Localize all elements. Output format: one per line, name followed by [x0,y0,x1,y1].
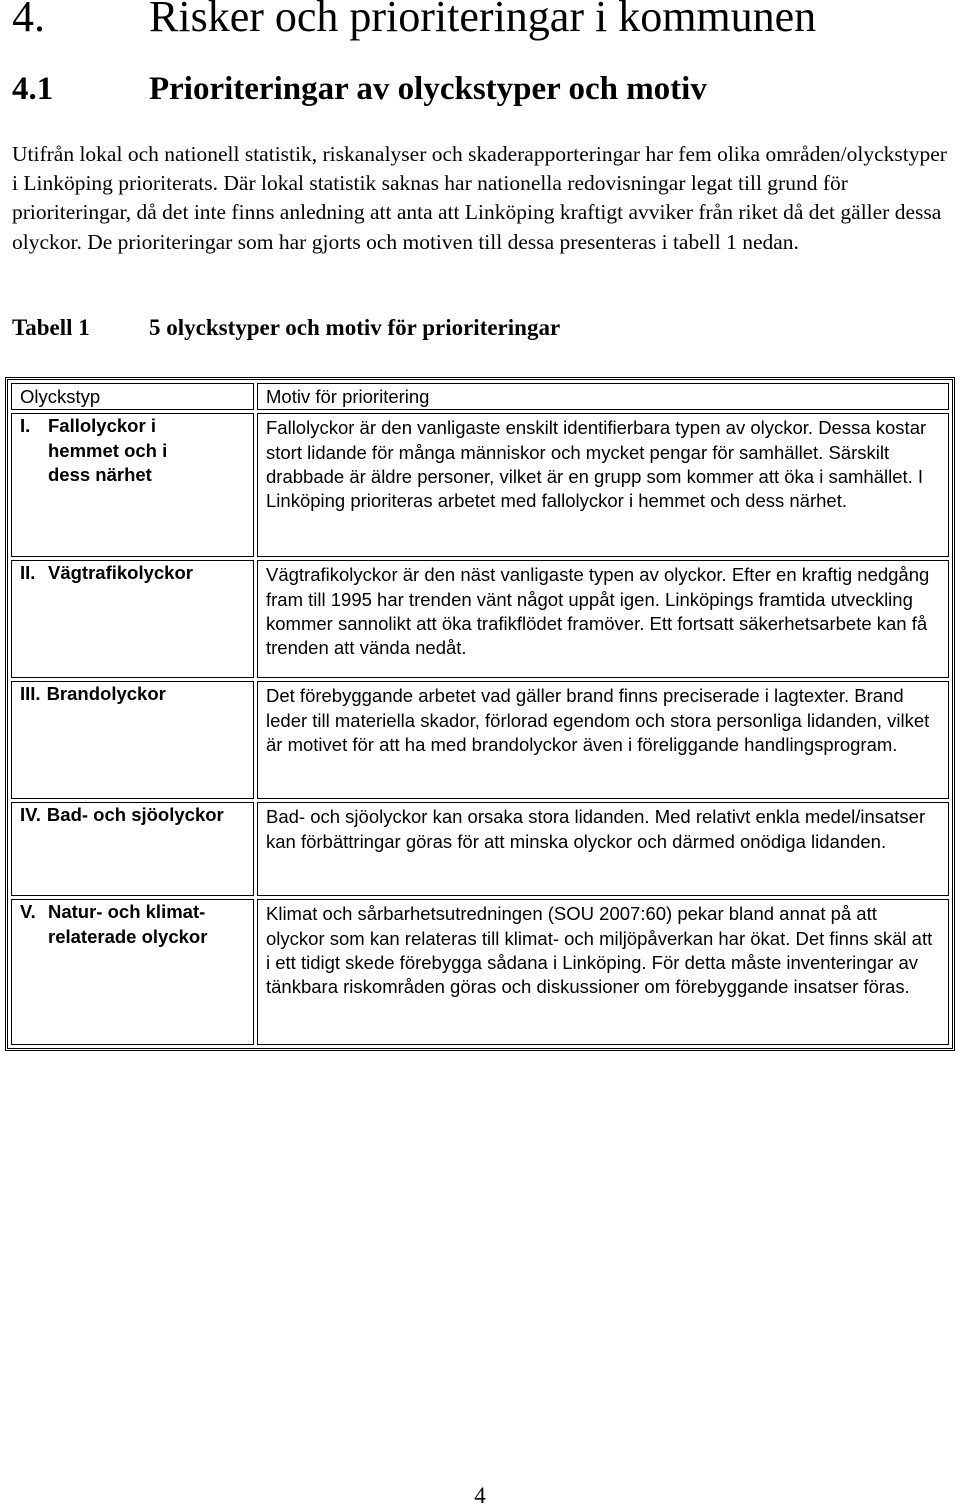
table-row [11,413,949,557]
row-roman: V. [20,901,36,923]
table-caption-label: Tabell 1 [12,315,90,340]
motiv-cell: Klimat och sårbarhetsutredningen (SOU 2007:60) pekar bland annat på att olyckor som kan relateras till klimat- och miljöpåverkan har ökat. Det finns skäl att i ett tidigt skede förebygga sådana i Linköping. För detta måste inventeringar av tänkbara riskområden göras och diskussioner om förebyggande insatser föras. [257,899,949,1045]
row-roman: IV. [20,804,41,826]
header-olyckstyp: Olyckstyp [11,383,254,410]
row-type: Natur- och klimat-relaterade olyckor [48,901,208,947]
page-number: 4 [474,1483,486,1508]
section-heading [12,70,707,110]
type-cell [11,681,254,799]
table-header-row [11,383,949,410]
row-type: Bad- och sjöolyckor [46,804,224,826]
row-roman: III. [20,683,41,705]
table-row [11,802,949,896]
motiv-cell: Fallolyckor är den vanligaste enskilt identifierbara typen av olyckor. Dessa kostar stort lidande för många människor och mycket pengar för samhället. Särskilt drabbade är äldre personer, vilket är en grupp som kommer att öka i samhället. I Linköping prioriteras arbetet med fallolyckor i hemmet och dess närhet. [257,413,949,557]
row-type: Fallolyckor i hemmet och i dess närhet [48,415,168,485]
header-motiv: Motiv för prioritering [257,383,949,410]
row-roman: I. [20,415,31,437]
table-caption [12,314,560,342]
row-type: Brandolyckor [46,683,166,705]
motiv-cell: Vägtrafikolyckor är den näst vanligaste typen av olyckor. Efter en kraftig nedgång fram till 1995 har trenden vänt något uppåt igen. Linköpings framtida utveckling kommer sannolikt att öka trafikflödet framöver. Ett fortsatt säkerhetsarbete kan få trenden att vända nedåt. [257,560,949,678]
row-roman: II. [20,562,36,584]
table-caption-text: 5 olyckstyper och motiv för prioriteringar [149,315,561,340]
type-cell [11,560,254,678]
chapter-number: 4. [12,0,45,41]
section-number: 4.1 [12,71,54,107]
motiv-cell: Bad- och sjöolyckor kan orsaka stora lidanden. Med relativt enkla medel/insatser kan förbättringar göras för att minska olyckor och därmed onödiga lidanden. [257,802,949,896]
intro-paragraph: Utifrån lokal och nationell statistik, riskanalyser och skaderapporteringar har fem olika områden/olyckstyper i Linköping prioriterats. Där lokal statistik saknas har nationella redovisningar legat till grund för prioriteringar, då det inte finns anledning att anta att Linköping kraftigt avviker från riket då det gäller dessa olyckor. De prioriteringar som har gjorts och motiven till dessa presenteras i tabell 1 nedan. [12,142,947,254]
type-cell [11,899,254,1045]
chapter-heading [12,0,816,44]
motiv-cell: Det förebyggande arbetet vad gäller brand finns preciserade i lagtexter. Brand leder till materiella skador, förlorad egendom och stora personliga lidanden, vilket är motivet för att ha med brandolyckor även i föreliggande handlingsprogram. [257,681,949,799]
type-cell [11,802,254,896]
priority-table-frame [5,377,955,1051]
chapter-title: Risker och prioriteringar i kommunen [149,0,817,41]
table-row [11,681,949,799]
type-cell [11,413,254,557]
section-title: Prioriteringar av olyckstyper och motiv [149,71,707,107]
priority-table [8,380,952,1048]
row-type: Vägtrafikolyckor [48,562,193,584]
table-row [11,560,949,678]
table-row [11,899,949,1045]
